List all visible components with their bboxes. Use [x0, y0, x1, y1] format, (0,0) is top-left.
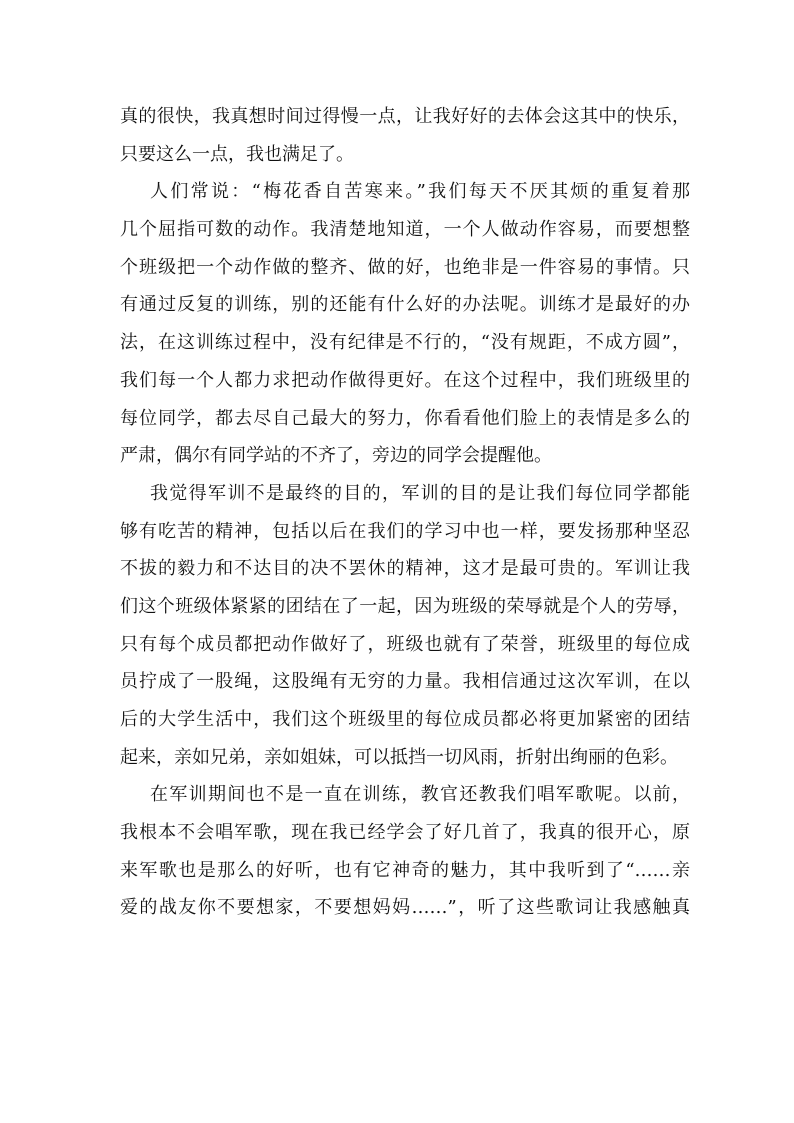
text-line: 几个屈指可数的动作。我清楚地知道，一个人做动作容易，而要想整 — [120, 219, 690, 241]
text-line: 后的大学生活中，我们这个班级里的每位成员都必将更加紧密的团结 — [120, 709, 690, 730]
text-line: 法，在这训练过程中，没有纪律是不行的，“没有规距，不成方圆”， — [120, 332, 690, 354]
text-line: 只有每个成员都把动作做好了，班级也就有了荣誉，班级里的每位成 — [120, 633, 690, 655]
text-line: 在军训期间也不是一直在训练，教官还教我们唱军歌呢。以前， — [150, 784, 690, 806]
text-line: 每位同学，都去尽自己最大的努力，你看看他们脸上的表情是多么的 — [120, 407, 690, 429]
text-line: 有通过反复的训练，别的还能有什么好的办法呢。训练才是最好的办 — [120, 294, 690, 316]
text-line: 来军歌也是那么的好听，也有它神奇的魅力，其中我听到了“……亲 — [120, 859, 690, 881]
text-line: 严肃，偶尔有同学站的不齐了，旁边的同学会提醒他。 — [120, 445, 552, 467]
text-line: 不拔的毅力和不达目的决不罢休的精神，这才是最可贵的。军训让我 — [120, 558, 690, 580]
text-line: 只要这么一点，我也满足了。 — [120, 143, 354, 165]
text-line: 我觉得军训不是最终的目的，军训的目的是让我们每位同学都能 — [150, 482, 690, 504]
text-line: 员拧成了一股绳，这股绳有无穷的力量。我相信通过这次军训，在以 — [120, 671, 690, 693]
text-line: 人们常说：“梅花香自苦寒来。”我们每天不厌其烦的重复着那 — [150, 181, 690, 203]
text-line: 个班级把一个动作做的整齐、做的好，也绝非是一件容易的事情。只 — [120, 256, 690, 278]
text-line: 起来，亲如兄弟，亲如姐妹，可以抵挡一切风雨，折射出绚丽的色彩。 — [120, 746, 678, 768]
text-line: 我根本不会唱军歌，现在我已经学会了好几首了，我真的很开心，原 — [120, 822, 690, 844]
text-line: 真的很快，我真想时间过得慢一点，让我好好的去体会这其中的快乐， — [120, 106, 690, 127]
text-line: 我们每一个人都力求把动作做得更好。在这个过程中，我们班级里的 — [120, 369, 690, 391]
text-line: 们这个班级体紧紧的团结在了一起，因为班级的荣辱就是个人的劳辱， — [120, 595, 690, 617]
text-line: 爱的战友你不要想家，不要想妈妈……”，听了这些歌词让我感触真 — [120, 897, 690, 919]
text-line: 够有吃苦的精神，包括以后在我们的学习中也一样，要发扬那种坚忍 — [120, 520, 690, 542]
body-text — [120, 98, 690, 927]
